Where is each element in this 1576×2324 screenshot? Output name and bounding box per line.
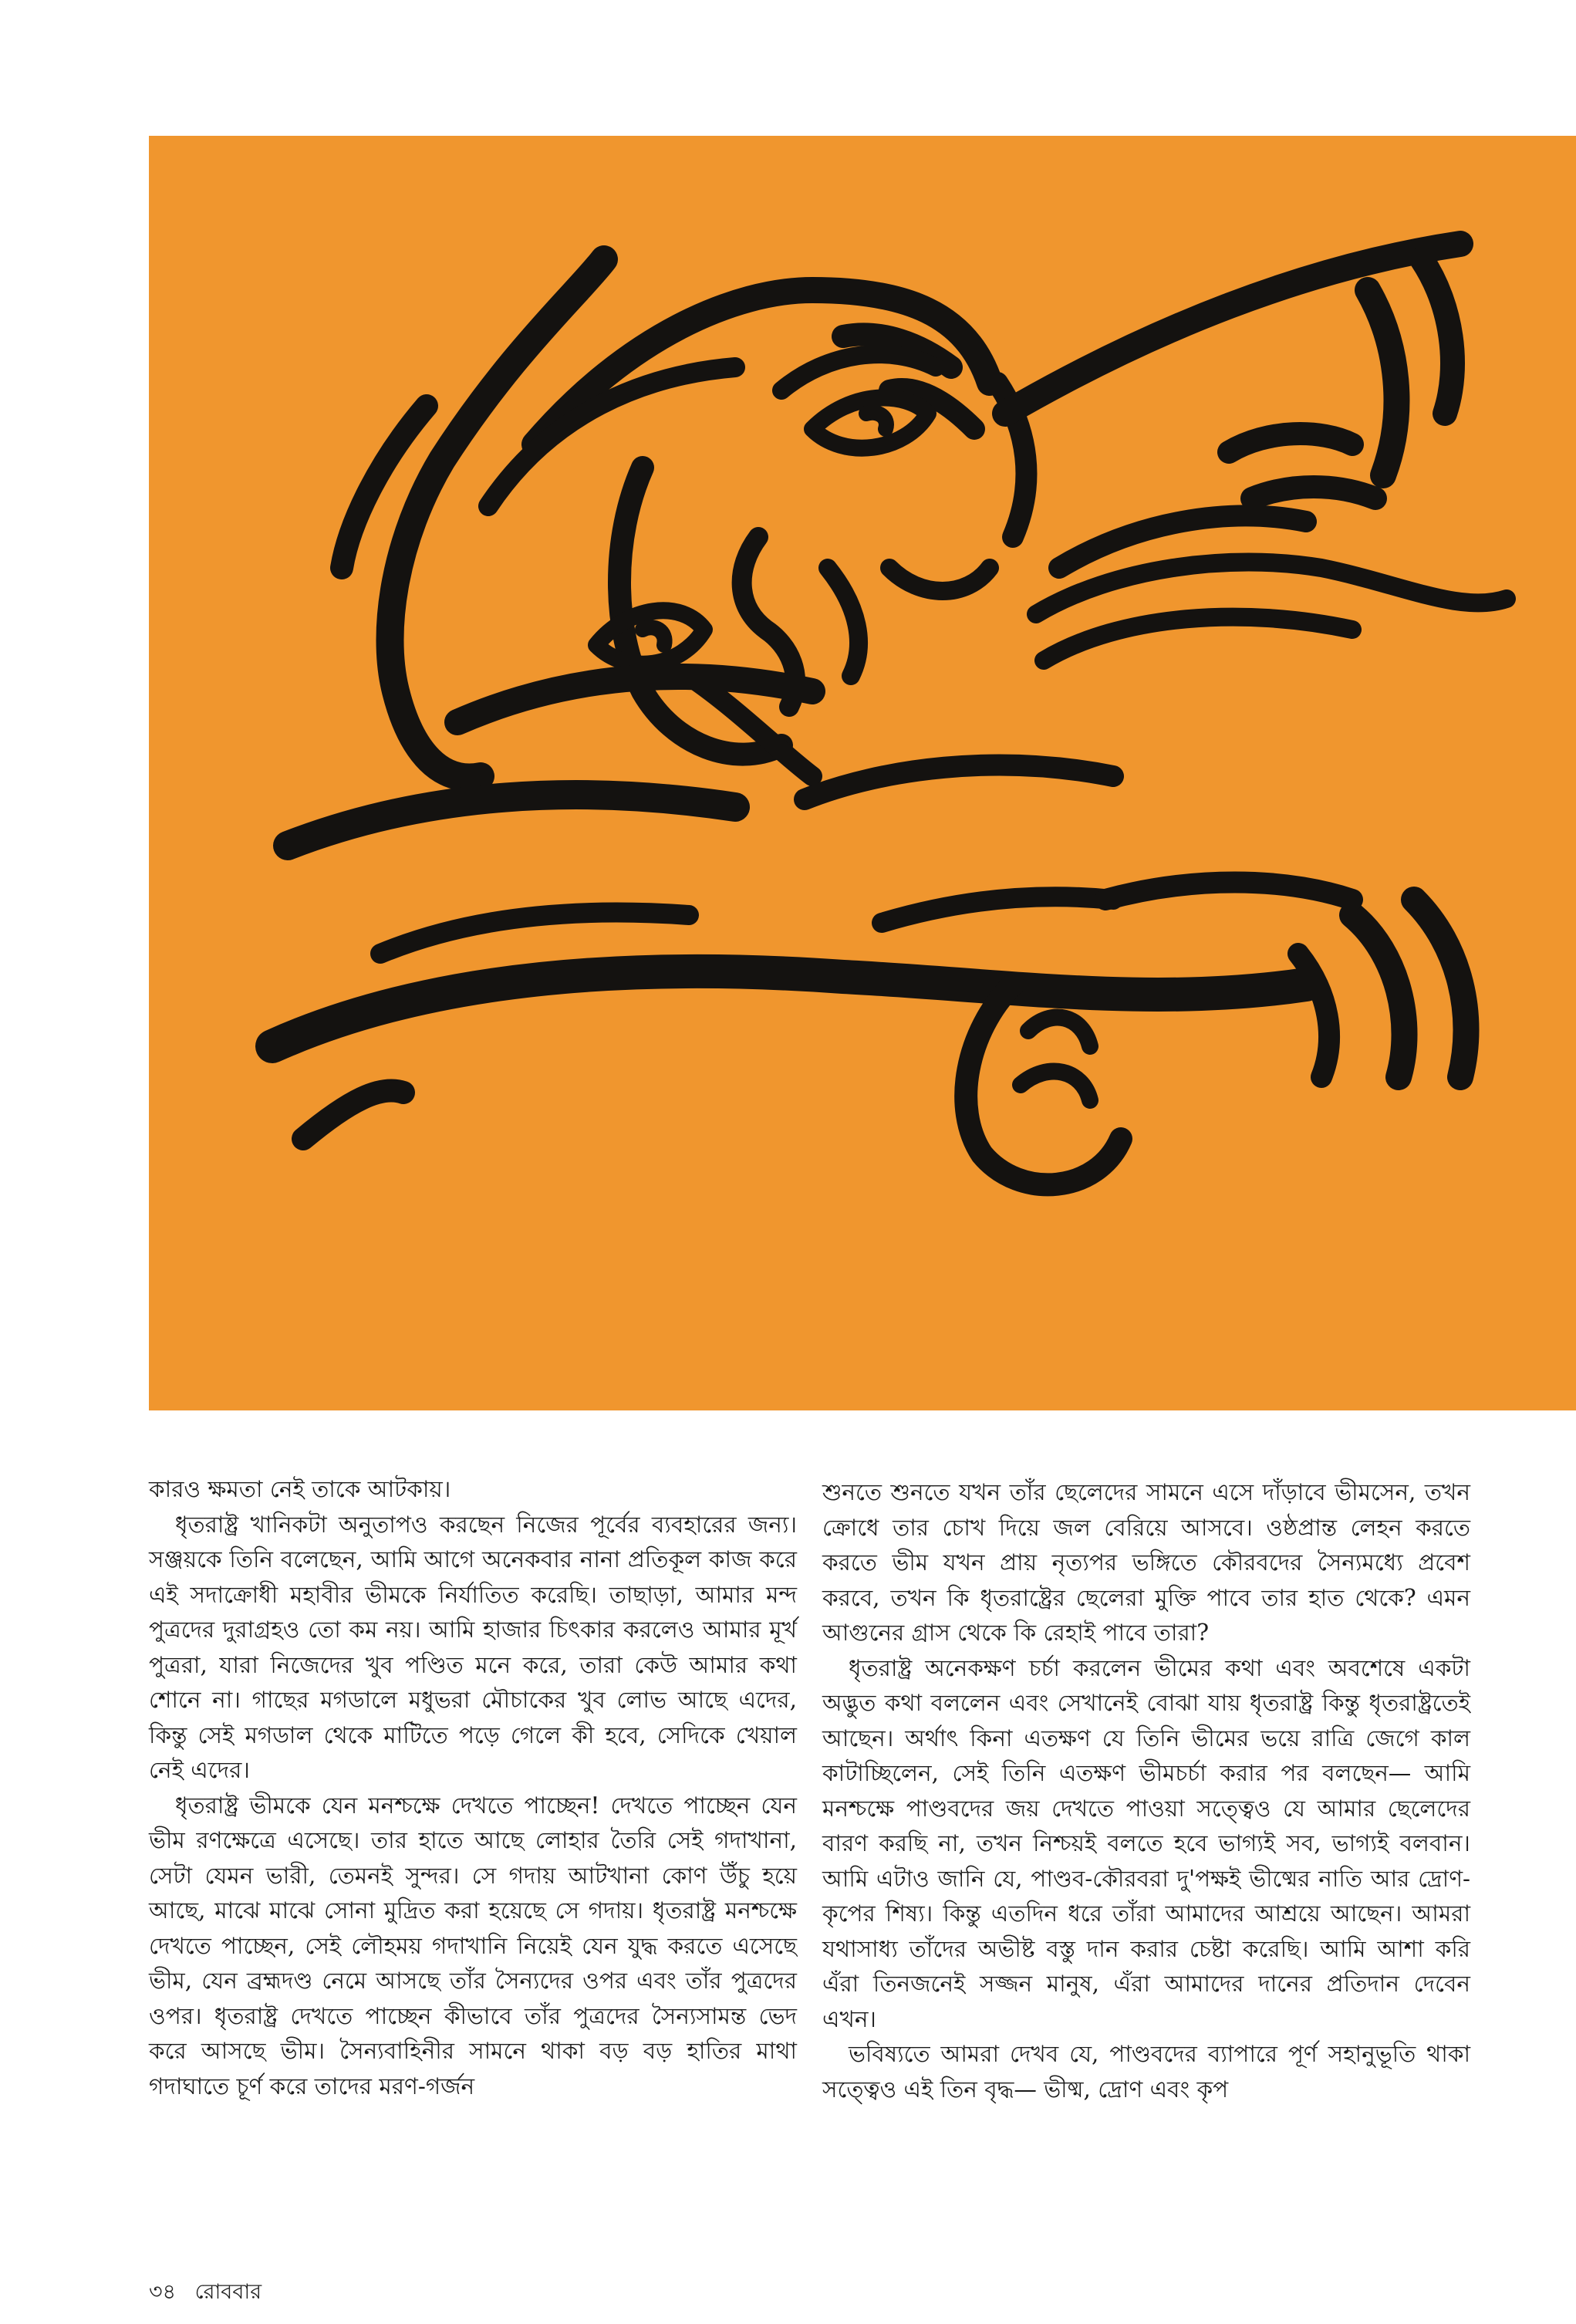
wrist-band-2 (1414, 900, 1466, 1077)
article-paragraph: শুনতে শুনতে যখন তাঁর ছেলেদের সামনে এসে দাঁড়াবে ভীমসেন, তখন ক্রোধে তার চোখ দিয়ে জল বেরিয়ে আসবে। ওষ্ঠপ্রান্ত লেহন করতে করতে ভীম যখন প্রায় নৃত্যপর ভঙ্গিতে কৌরবদের সৈন্যমধ্যে প্রবেশ করবে, তখন কি ধৃতরাষ্ট্রের ছেলেরা মুক্তি পাবে তার হাত থেকে? এমন আগুনের গ্রাস থেকে কি রেহাই পাবে তারা? (822, 1479, 1470, 1646)
article-paragraph: কারও ক্ষমতা নেই তাকে আটকায়। (149, 1476, 451, 1502)
body-curve (1036, 562, 1507, 615)
upper-pupil-stroke (866, 413, 886, 429)
smile-stroke (889, 568, 990, 591)
article-left-column (149, 1472, 797, 2104)
article-paragraph: ভবিষ্যতে আমরা দেখব যে, পাণ্ডবদের ব্যাপারে পূর্ণ সহানুভূতি থাকা সত্ত্বেও এই তিন বৃদ্ধ— ভীষ্ম, দ্রোণ এবং কৃপ (822, 2041, 1470, 2103)
ink-brush-illustration (149, 136, 1576, 1410)
wrist-band-1 (1352, 915, 1405, 1077)
lower-eye-stroke (596, 610, 704, 664)
forearm-stroke (882, 897, 1113, 923)
mouth-stroke (828, 568, 859, 676)
article-paragraph: ধৃতরাষ্ট্র ভীমকে যেন মনশ্চক্ষে দেখতে পাচ্ছেন! দেখতে পাচ্ছেন যেন ভীম রণক্ষেত্রে এসেছে। তার হাতে আছে লোহার তৈরি সেই গদাখানা, সেটা যেমন ভারী, তেমনই সুন্দর। সে গদায় আটখানা কোণ উঁচু হয়ে আছে, মাঝে মাঝে সোনা মুদ্রিত করা হয়েছে সে গদায়। ধৃতরাষ্ট্র মনশ্চক্ষে দেখতে পাচ্ছেন, সেই লৌহময় গদাখানি নিয়েই যেন যুদ্ধ করতে এসেছে ভীম, যেন ব্রহ্মদণ্ড নেমে আসছে তাঁর সৈন্যদের ওপর এবং তাঁর পুত্রদের ওপর। ধৃতরাষ্ট্র দেখতে পাচ্ছেন কীভাবে তাঁর পুত্রদের সৈন্যসামন্ত ভেদ করে আসছে ভীম। সৈন্যবাহিনীর সামনে থাকা বড় বড় হাতির মাথা গদাঘাতে চূর্ণ করে তাদের মরণ-গর্জন (149, 1792, 797, 2099)
article-paragraph: ধৃতরাষ্ট্র খানিকটা অনুতাপও করছেন নিজের পূর্বের ব্যবহারের জন্য। সঞ্জয়কে তিনি বলেছেন, আমি আগে অনেকবার নানা প্রতিকূল কাজ করে এই সদাক্রোধী মহাবীর ভীমকে নির্যাতিত করেছি। তাছাড়া, আমার মন্দ পুত্রদের দুরাগ্রহও তো কম নয়। আমি হাজার চিৎকার করলেও আমার মূর্খ পুত্ররা, যারা নিজেদের খুব পণ্ডিত মনে করে, তারা কেউ আমার কথা শোনে না। গাছের মগডালে মধুভরা মৌচাকের খুব লোভ আছে এদের, কিন্তু সেই মগডাল থেকে মাটিতে পড়ে গেলে কী হবে, সেদিকে খেয়াল নেই এদের। (149, 1511, 797, 1783)
arm-lower-stroke (272, 971, 1306, 1046)
arm-upper-stroke (805, 765, 1113, 799)
body-stripe-2 (1368, 290, 1396, 475)
finger-stroke-1 (1028, 1018, 1090, 1046)
illustration-panel (149, 136, 1576, 1410)
finger-stroke-2 (1021, 1072, 1090, 1100)
wrist-band-3 (1298, 954, 1329, 1077)
body-stripe-4 (1252, 487, 1375, 498)
sleeve-stroke (1105, 883, 1352, 900)
page-number: ৩৪ (149, 2280, 177, 2304)
torso-line (1044, 617, 1352, 660)
pillow-mid-stroke (288, 795, 735, 846)
lower-pupil-stroke (643, 627, 665, 645)
body-stripe-1 (1422, 259, 1453, 414)
page-footer (149, 2276, 262, 2311)
magazine-name: রোববার (194, 2280, 262, 2304)
article-right-column (822, 1475, 1470, 2107)
arm-crease-stroke (380, 913, 689, 954)
lower-sweep-stroke (303, 1091, 403, 1140)
body-stripe-3 (1229, 434, 1352, 452)
article-paragraph: ধৃতরাষ্ট্র অনেকক্ষণ চর্চা করলেন ভীমের কথা এবং অবশেষে একটা অদ্ভুত কথা বললেন এবং সেখানেই বোঝা যায় ধৃতরাষ্ট্র কিন্তু ধৃতরাষ্ট্রতেই আছেন। অর্থাৎ কিনা এতক্ষণ যে তিনি ভীমের ভয়ে রাত্রি জেগে কাল কাটাচ্ছিলেন, সেই তিনি এতক্ষণ ভীমচর্চা করার পর বলছেন— আমি মনশ্চক্ষে পাণ্ডবদের জয় দেখতে পাওয়া সত্ত্বেও যে আমার ছেলেদের বারণ করছি না, তখন নিশ্চয়ই বলতে হবে ভাগ্যই সব, ভাগ্যই বলবান। আমি এটাও জানি যে, পাণ্ডব-কৌরবরা দু'পক্ষই ভীষ্মের নাতি আর দ্রোণ-কৃপের শিষ্য। কিন্তু এতদিন ধরে তাঁরা আমাদের আশ্রয়ে আছেন। আমরা যথাসাধ্য তাঁদের অভীষ্ট বস্তু দান করার চেষ্টা করেছি। আমি আশা করি এঁরা তিনজনেই সজ্জন মানুষ, এঁরা আমাদের দানের প্রতিদান দেবেন এখন। (822, 1654, 1470, 2032)
